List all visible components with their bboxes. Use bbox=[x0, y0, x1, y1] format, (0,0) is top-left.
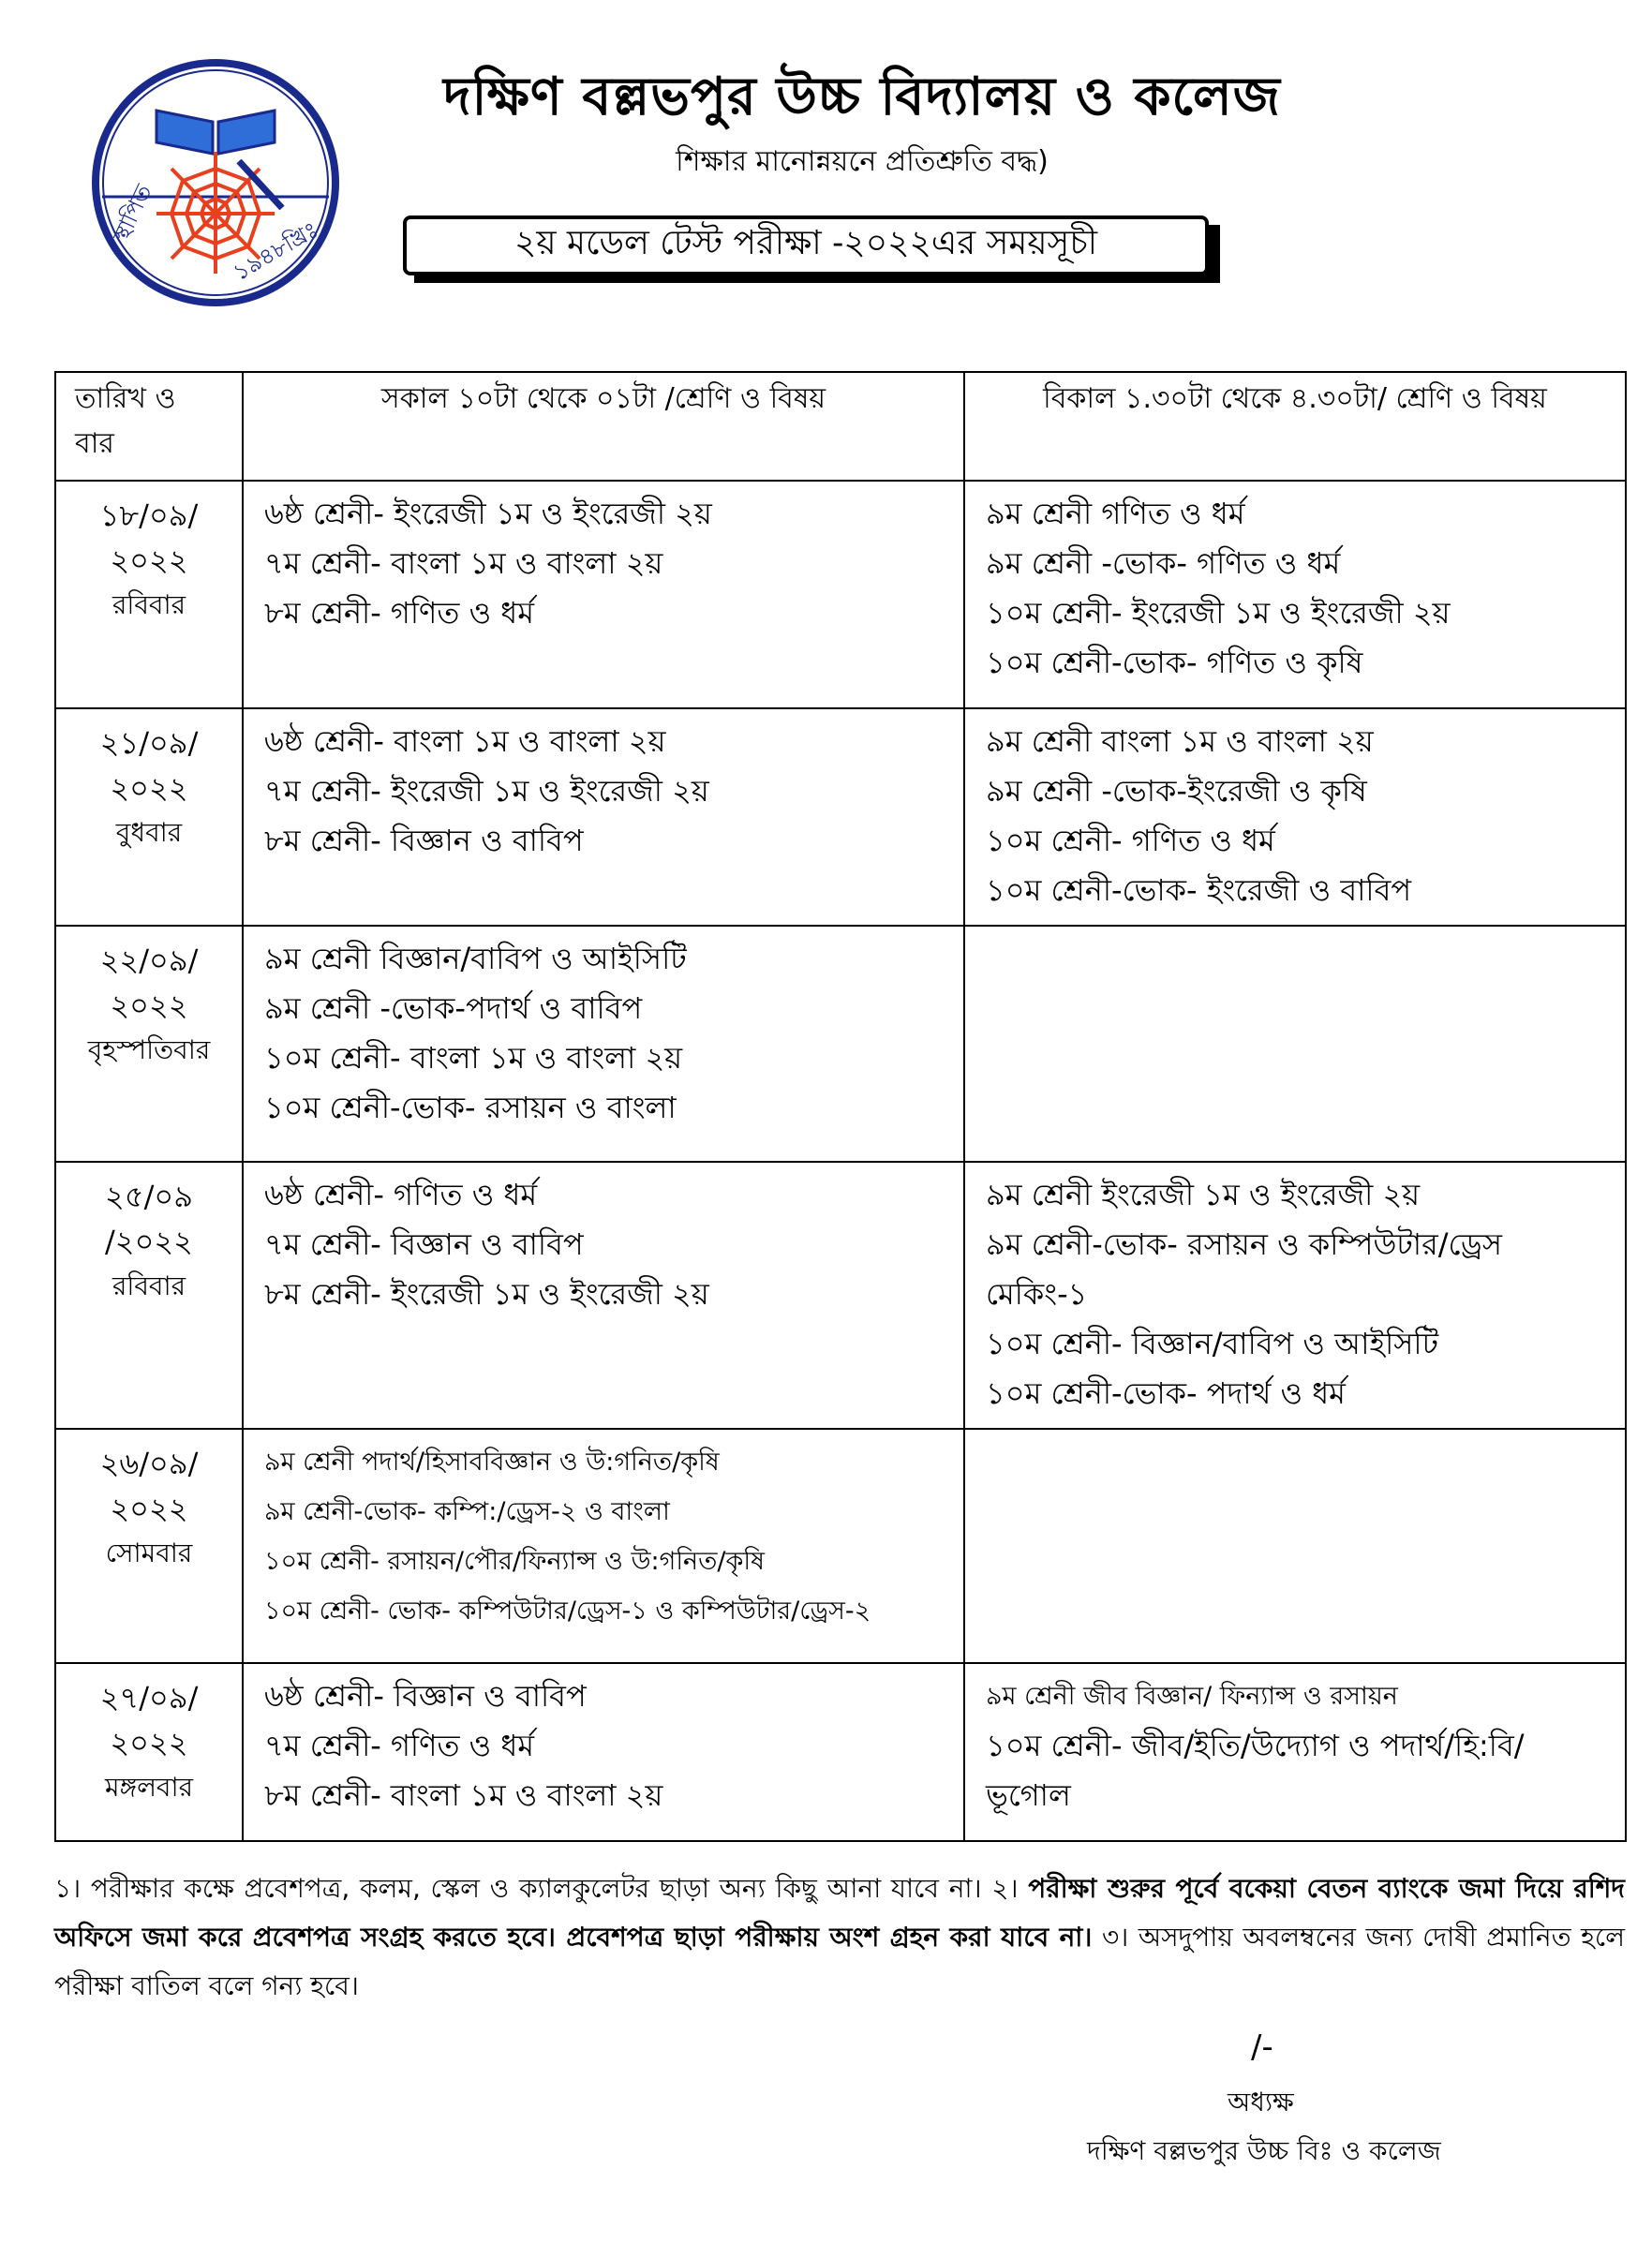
signature-school: দক্ষিণ বল্লভপুর উচ্চ বিঃ ও কলেজ bbox=[1087, 2135, 1441, 2166]
date-cell bbox=[55, 1162, 243, 1429]
afternoon-cell bbox=[964, 481, 1626, 708]
weekday: রবিবার bbox=[112, 1270, 186, 1301]
date-part: ২০২২ bbox=[110, 770, 188, 806]
date-part: /২০২২ bbox=[104, 1224, 193, 1259]
table-row bbox=[55, 708, 1626, 926]
date-cell bbox=[55, 926, 243, 1162]
afternoon-cell bbox=[964, 1162, 1626, 1429]
subject-entry: ৯ম শ্রেনী জীব বিজ্ঞান/ ফিন্যান্স ও রসায়ন bbox=[986, 1682, 1398, 1711]
date-part: ২০২২ bbox=[110, 542, 188, 578]
table-header-row bbox=[55, 372, 1626, 481]
date-part: ২৫/০৯ bbox=[105, 1179, 193, 1214]
date-part: ২৭/০৯/ bbox=[99, 1680, 199, 1716]
subject-entry: ১০ম শ্রেনী- জীব/ইতি/উদ্যোগ ও পদার্থ/হি:বি/ভূগোল bbox=[986, 1728, 1525, 1813]
subject-entry: ১০ম শ্রেনী-ভোক- ইংরেজী ও বাবিপ bbox=[986, 872, 1412, 908]
subject-entry: ১০ম শ্রেনী-ভোক- গণিত ও কৃষি bbox=[986, 645, 1363, 680]
school-logo bbox=[89, 56, 342, 309]
svg-text:স্থাপিত: স্থাপিত bbox=[108, 180, 157, 246]
weekday: মঙ্গলবার bbox=[104, 1772, 194, 1803]
subject-entry: ৭ম শ্রেনী- ইংরেজী ১ম ও ইংরেজী ২য় bbox=[264, 773, 709, 809]
subject-entry: ৭ম শ্রেনী- বিজ্ঞান ও বাবিপ bbox=[264, 1226, 584, 1262]
signature-mark: /- bbox=[1251, 2028, 1273, 2066]
instruction-text: ৩। অসদুপায় অবলম্বনের জন্য দোষী প্রমানিত হলে পরীক্ষা বাতিল বলে গন্য হবে। bbox=[54, 1922, 1625, 2001]
date-part: ২০২২ bbox=[110, 1725, 188, 1760]
column-header-morning: সকাল ১০টা থেকে ০১টা /শ্রেণি ও বিষয় bbox=[243, 372, 964, 481]
subject-entry: ৮ম শ্রেনী- বিজ্ঞান ও বাবিপ bbox=[264, 823, 584, 858]
column-header-afternoon: বিকাল ১.৩০টা থেকে ৪.৩০টা/ শ্রেণি ও বিষয় bbox=[964, 372, 1626, 481]
column-header-date-line: তারিখ ও bbox=[75, 382, 176, 415]
table-row bbox=[55, 1663, 1626, 1841]
subject-entry: ৮ম শ্রেনী- গণিত ও ধর্ম bbox=[264, 595, 535, 631]
morning-cell bbox=[243, 1663, 964, 1841]
subject-entry: ৭ম শ্রেনী- বাংলা ১ম ও বাংলা ২য় bbox=[264, 545, 663, 581]
subject-entry: ৯ম শ্রেনী পদার্থ/হিসাববিজ্ঞান ও উ:গনিত/কৃষি bbox=[264, 1448, 720, 1477]
morning-cell bbox=[243, 1162, 964, 1429]
exam-title-box bbox=[403, 215, 1209, 275]
subject-entry: ১০ম শ্রেনী- ইংরেজী ১ম ও ইংরেজী ২য় bbox=[986, 595, 1451, 631]
subject-entry: ৯ম শ্রেনী গণিত ও ধর্ম bbox=[986, 496, 1245, 531]
table-row bbox=[55, 1429, 1626, 1663]
subject-entry: ৯ম শ্রেনী-ভোক- রসায়ন ও কম্পিউটার/ড্রেস মেকিং-১ bbox=[986, 1226, 1503, 1312]
subject-entry: ৯ম শ্রেনী-ভোক- কম্পি:/ড্রেস-২ ও বাংলা bbox=[264, 1497, 670, 1526]
subject-entry: ৯ম শ্রেনী বাংলা ১ম ও বাংলা ২য় bbox=[986, 723, 1374, 759]
subject-entry: ৯ম শ্রেনী -ভোক-ইংরেজী ও কৃষি bbox=[986, 773, 1367, 809]
date-part: ২৬/০৯/ bbox=[99, 1446, 199, 1481]
subject-entry: ১০ম শ্রেনী- বিজ্ঞান/বাবিপ ও আইসিটি bbox=[986, 1326, 1439, 1361]
subject-entry: ৬ষ্ঠ শ্রেনী- গণিত ও ধর্ম bbox=[264, 1177, 538, 1212]
subject-entry: ৬ষ্ঠ শ্রেনী- ইংরেজী ১ম ও ইংরেজী ২য় bbox=[264, 496, 712, 531]
instruction-text-bold: পরীক্ষা শুরুর পূর্বে বকেয়া বেতন ব্যাংকে জমা দিয়ে রশিদ অফিসে জমা করে প্রবেশপত্র সংগ্রহ করতে হবে। প্রবেশপত্র ছাড়া পরীক্ষায় অংশ গ্রহন করা যাবে না। bbox=[54, 1873, 1626, 1953]
date-part: ২২/০৯/ bbox=[99, 943, 199, 978]
date-part: ২০২২ bbox=[110, 988, 188, 1023]
school-name: দক্ষিণ বল্লভপুর উচ্চ বিদ্যালয় ও কলেজ bbox=[443, 66, 1281, 127]
morning-cell bbox=[243, 481, 964, 708]
instruction-text: ১। পরীক্ষার কক্ষে প্রবেশপত্র, কলম, স্কেল ও ক্যালকুলেটর ছাড়া অন্য কিছু আনা যাবে না। ২। bbox=[54, 1873, 1029, 1904]
date-cell bbox=[55, 1663, 243, 1841]
subject-entry: ১০ম শ্রেনী-ভোক- রসায়ন ও বাংলা bbox=[264, 1090, 677, 1125]
subject-entry: ৮ম শ্রেনী- বাংলা ১ম ও বাংলা ২য় bbox=[264, 1777, 663, 1813]
date-part: ২১/০৯/ bbox=[99, 725, 199, 761]
school-motto: শিক্ষার মানোন্নয়নে প্রতিশ্রুতি বদ্ধ) bbox=[676, 145, 1049, 178]
exam-title: ২য় মডেল টেস্ট পরীক্ষা -২০২২এর সময়সূচী bbox=[513, 224, 1098, 262]
weekday: বৃহস্পতিবার bbox=[87, 1034, 211, 1065]
table-row bbox=[55, 481, 1626, 708]
exam-instructions bbox=[54, 1864, 1625, 2011]
subject-entry: ৯ম শ্রেনী -ভোক-পদার্থ ও বাবিপ bbox=[264, 990, 643, 1026]
weekday: রবিবার bbox=[112, 589, 186, 620]
date-cell bbox=[55, 708, 243, 926]
svg-text:১৯৪৮খ্রিঃ: ১৯৪৮খ্রিঃ bbox=[229, 216, 323, 287]
subject-entry: ৬ষ্ঠ শ্রেনী- বিজ্ঞান ও বাবিপ bbox=[264, 1678, 587, 1714]
column-header-date bbox=[55, 372, 243, 481]
table-row bbox=[55, 1162, 1626, 1429]
morning-cell bbox=[243, 708, 964, 926]
subject-entry: ৯ম শ্রেনী বিজ্ঞান/বাবিপ ও আইসিটি bbox=[264, 941, 687, 976]
subject-entry: ৭ম শ্রেনী- গণিত ও ধর্ম bbox=[264, 1728, 535, 1763]
signature-title: অধ্যক্ষ bbox=[1228, 2087, 1294, 2117]
subject-entry: ৮ম শ্রেনী- ইংরেজী ১ম ও ইংরেজী ২য় bbox=[264, 1276, 709, 1312]
morning-cell bbox=[243, 1429, 964, 1663]
column-header-date-line: বার bbox=[75, 427, 114, 460]
weekday: সোমবার bbox=[105, 1538, 193, 1568]
date-part: ১৮/০৯/ bbox=[99, 498, 199, 533]
subject-entry: ১০ম শ্রেনী- রসায়ন/পৌর/ফিন্যান্স ও উ:গনিত/কৃষি bbox=[264, 1547, 766, 1576]
subject-entry: ১০ম শ্রেনী- ভোক- কম্পিউটার/ড্রেস-১ ও কম্পিউটার/ড্রেস-২ bbox=[264, 1597, 871, 1626]
afternoon-cell bbox=[964, 708, 1626, 926]
table-row bbox=[55, 926, 1626, 1162]
afternoon-cell bbox=[964, 1429, 1626, 1663]
subject-entry: ১০ম শ্রেনী- বাংলা ১ম ও বাংলা ২য় bbox=[264, 1040, 683, 1076]
date-cell bbox=[55, 1429, 243, 1663]
subject-entry: ১০ম শ্রেনী-ভোক- পদার্থ ও ধর্ম bbox=[986, 1375, 1346, 1411]
exam-schedule-table bbox=[54, 371, 1627, 1842]
date-cell bbox=[55, 481, 243, 708]
weekday: বুধবার bbox=[115, 817, 183, 848]
morning-cell bbox=[243, 926, 964, 1162]
afternoon-cell bbox=[964, 926, 1626, 1162]
afternoon-cell bbox=[964, 1663, 1626, 1841]
subject-entry: ১০ম শ্রেনী- গণিত ও ধর্ম bbox=[986, 823, 1275, 858]
date-part: ২০২২ bbox=[110, 1491, 188, 1526]
subject-entry: ৬ষ্ঠ শ্রেনী- বাংলা ১ম ও বাংলা ২য় bbox=[264, 723, 666, 759]
subject-entry: ৯ম শ্রেনী ইংরেজী ১ম ও ইংরেজী ২য় bbox=[986, 1177, 1421, 1212]
subject-entry: ৯ম শ্রেনী -ভোক- গণিত ও ধর্ম bbox=[986, 545, 1341, 581]
